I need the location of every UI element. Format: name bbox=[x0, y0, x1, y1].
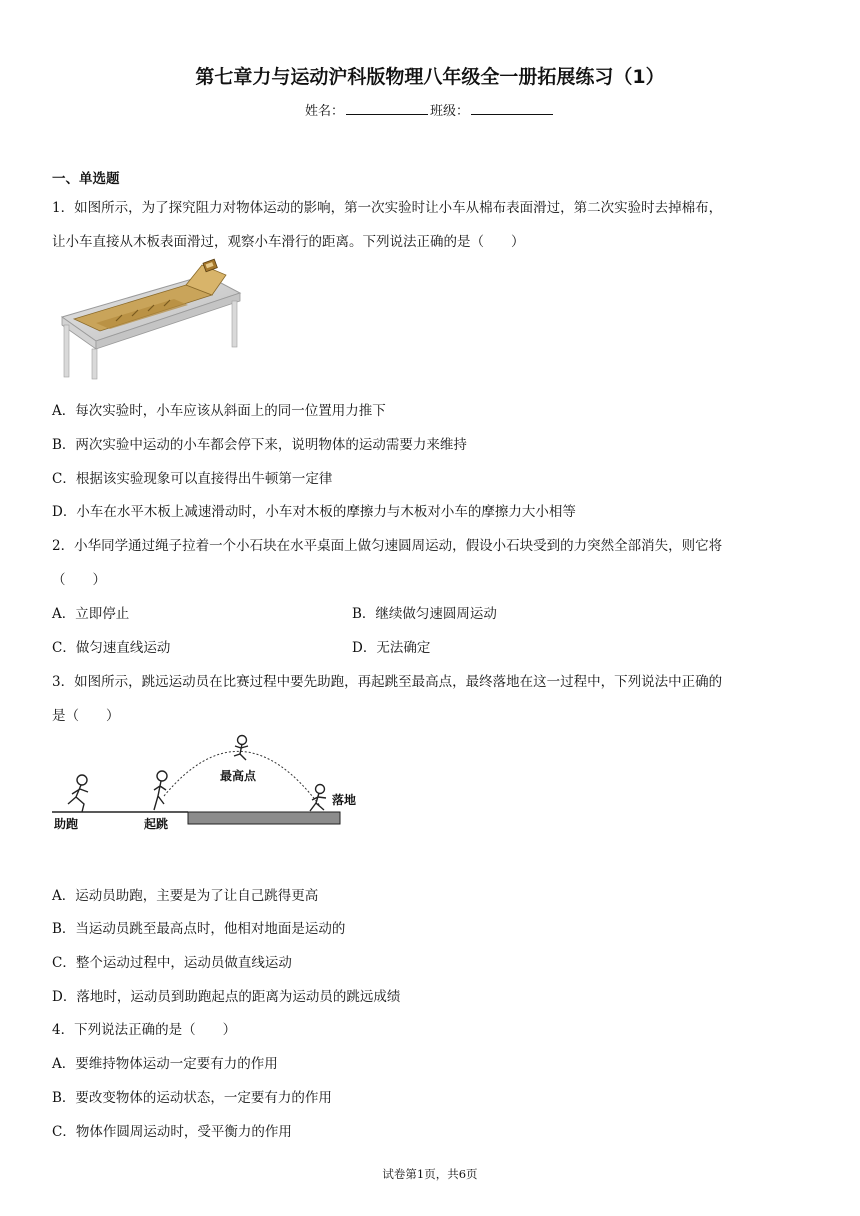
q4-option-b: B．要改变物体的运动状态，一定要有力的作用 bbox=[52, 1090, 332, 1106]
takeoff-figure bbox=[154, 771, 167, 810]
q2-option-d: D．无法确定 bbox=[352, 640, 431, 656]
name-label: 姓名： bbox=[304, 104, 344, 119]
q3-option-a: A．运动员助跑，主要是为了让自己跳得更高 bbox=[52, 888, 319, 904]
run-label: 助跑 bbox=[54, 817, 79, 831]
q1-stem-line2: 让小车直接从木板表面滑过，观察小车滑行的距离。下列说法正确的是（ ） bbox=[52, 234, 525, 250]
q4-stem: 4．下列说法正确的是（ ） bbox=[52, 1022, 237, 1038]
q2-option-a: A．立即停止 bbox=[52, 606, 130, 622]
q2-stem-line2: （ ） bbox=[52, 572, 106, 588]
ramp-experiment-figure bbox=[56, 255, 244, 381]
section-title: 一、单选题 bbox=[52, 171, 120, 187]
q2-option-c: C．做匀速直线运动 bbox=[52, 640, 171, 656]
q4-option-c: C．物体作圆周运动时，受平衡力的作用 bbox=[52, 1124, 292, 1140]
q2-stem-line1: 2．小华同学通过绳子拉着一个小石块在水平桌面上做匀速圆周运动，假设小石块受到的力突然全部消失，则它将 bbox=[52, 538, 723, 554]
q1-option-c: C．根据该实验现象可以直接得出牛顿第一定律 bbox=[52, 471, 333, 487]
top-figure bbox=[234, 736, 248, 761]
q3-option-d: D．落地时，运动员到助跑起点的距离为运动员的跳远成绩 bbox=[52, 989, 401, 1005]
landing-figure bbox=[310, 785, 326, 812]
q3-option-b: B．当运动员跳至最高点时，他相对地面是运动的 bbox=[52, 921, 346, 937]
q1-option-d: D．小车在水平木板上减速滑动时，小车对木板的摩擦力与木板对小车的摩擦力大小相等 bbox=[52, 504, 576, 520]
takeoff-label: 起跳 bbox=[144, 817, 169, 831]
q3-stem-line2: 是（ ） bbox=[52, 708, 120, 724]
q1-option-b: B．两次实验中运动的小车都会停下来，说明物体的运动需要力来维持 bbox=[52, 437, 467, 453]
q2-option-b: B．继续做匀速圆周运动 bbox=[352, 606, 497, 622]
page-title: 第七章力与运动沪科版物理八年级全一册拓展练习（1） bbox=[195, 66, 665, 88]
q1-stem-line1: 1．如图所示，为了探究阻力对物体运动的影响，第一次实验时让小车从棉布表面滑过，第二次实验时去掉棉布， bbox=[52, 200, 723, 216]
class-label: 班级： bbox=[430, 104, 470, 119]
landing-label: 落地 bbox=[332, 793, 357, 807]
class-blank[interactable] bbox=[471, 102, 553, 115]
q3-option-c: C．整个运动过程中，运动员做直线运动 bbox=[52, 955, 292, 971]
q1-option-a: A．每次实验时，小车应该从斜面上的同一位置用力推下 bbox=[52, 403, 386, 419]
q4-option-a: A．要维持物体运动一定要有力的作用 bbox=[52, 1056, 278, 1072]
long-jump-figure bbox=[52, 734, 364, 834]
q3-stem-line1: 3．如图所示，跳远运动员在比赛过程中要先助跑，再起跳至最高点，最终落地在这一过程中，下列说法中正确的 bbox=[52, 674, 723, 690]
top-label: 最高点 bbox=[220, 769, 257, 783]
page-footer: 试卷第1页，共6页 bbox=[382, 1167, 478, 1181]
runner-figure bbox=[68, 775, 88, 812]
name-blank[interactable] bbox=[346, 102, 428, 115]
student-info-line bbox=[0, 100, 860, 119]
